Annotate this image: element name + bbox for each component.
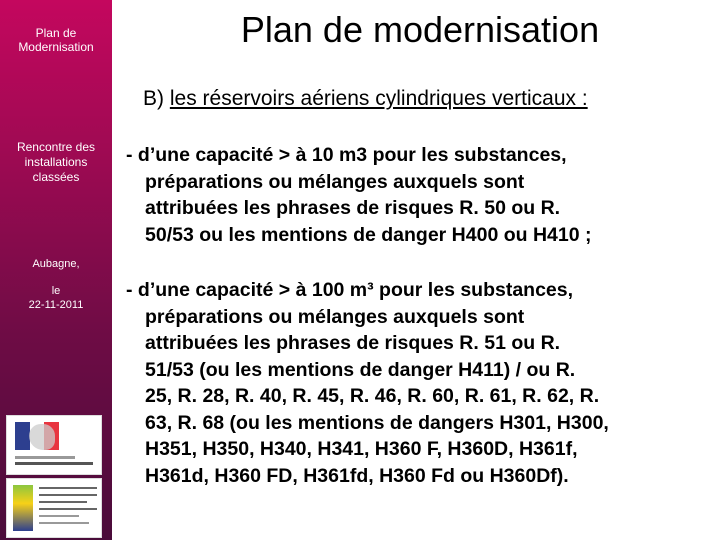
section-subtitle (143, 86, 588, 112)
paragraph-line: attribuées les phrases de risques R. 51 ou R. (145, 332, 561, 354)
paragraph-line: - d’une capacité > à 10 m3 pour les substances, (126, 144, 567, 166)
paragraph-line: 50/53 ou les mentions de danger H400 ou H410 ; (145, 223, 592, 246)
paragraph-line: préparations ou mélanges auxquels sont (145, 170, 525, 193)
logo-text-lines (39, 487, 97, 529)
paragraph-line: H361d, H360 FD, H361fd, H360 Fd ou H360Df). (145, 464, 569, 487)
sidebar-date-prefix: le (51, 285, 61, 297)
subtitle-underlined: les réservoirs aériens cylindriques verticaux : (169, 87, 588, 110)
sidebar-meeting-line: classées (32, 170, 80, 184)
sidebar-place: Aubagne, (32, 258, 80, 270)
paragraph-capacity-100 (126, 277, 718, 489)
paragraph-line: 25, R. 28, R. 40, R. 45, R. 46, R. 60, R. 61, R. 62, R. (145, 385, 600, 407)
paragraph-line: 51/53 (ou les mentions de danger H411) / ou R. (145, 358, 576, 381)
sidebar-meeting-line: Rencontre des (16, 140, 96, 154)
paragraph-line: attribuées les phrases de risques R. 50 ou R. (145, 197, 561, 219)
paragraph-line: préparations ou mélanges auxquels sont (145, 305, 525, 328)
paragraph-line: 63, R. 68 (ou les mentions de dangers H301, H300, (145, 411, 609, 434)
sidebar-title (0, 26, 112, 54)
page-title: Plan de modernisation (240, 9, 600, 50)
logo-text-lines (15, 456, 95, 468)
sidebar-date: 22-11-2011 (28, 299, 84, 311)
dreal-logo (6, 478, 102, 538)
republique-francaise-logo (6, 415, 102, 475)
sidebar-title-line: Modernisation (18, 40, 94, 54)
paragraph-line: H351, H350, H340, H341, H360 F, H360D, H361f, (145, 438, 578, 460)
marianne-icon (29, 424, 55, 450)
paragraph-line: - d’une capacité > à 100 m³ pour les substances, (126, 279, 574, 301)
subtitle-prefix: B) (143, 87, 170, 110)
sidebar-meeting-line: installations (24, 155, 88, 169)
paragraph-capacity-10 (126, 142, 718, 248)
sidebar-meeting (0, 140, 112, 185)
sidebar-title-line: Plan de (35, 26, 77, 40)
dreal-mark-icon (13, 485, 33, 531)
sidebar (0, 0, 112, 540)
